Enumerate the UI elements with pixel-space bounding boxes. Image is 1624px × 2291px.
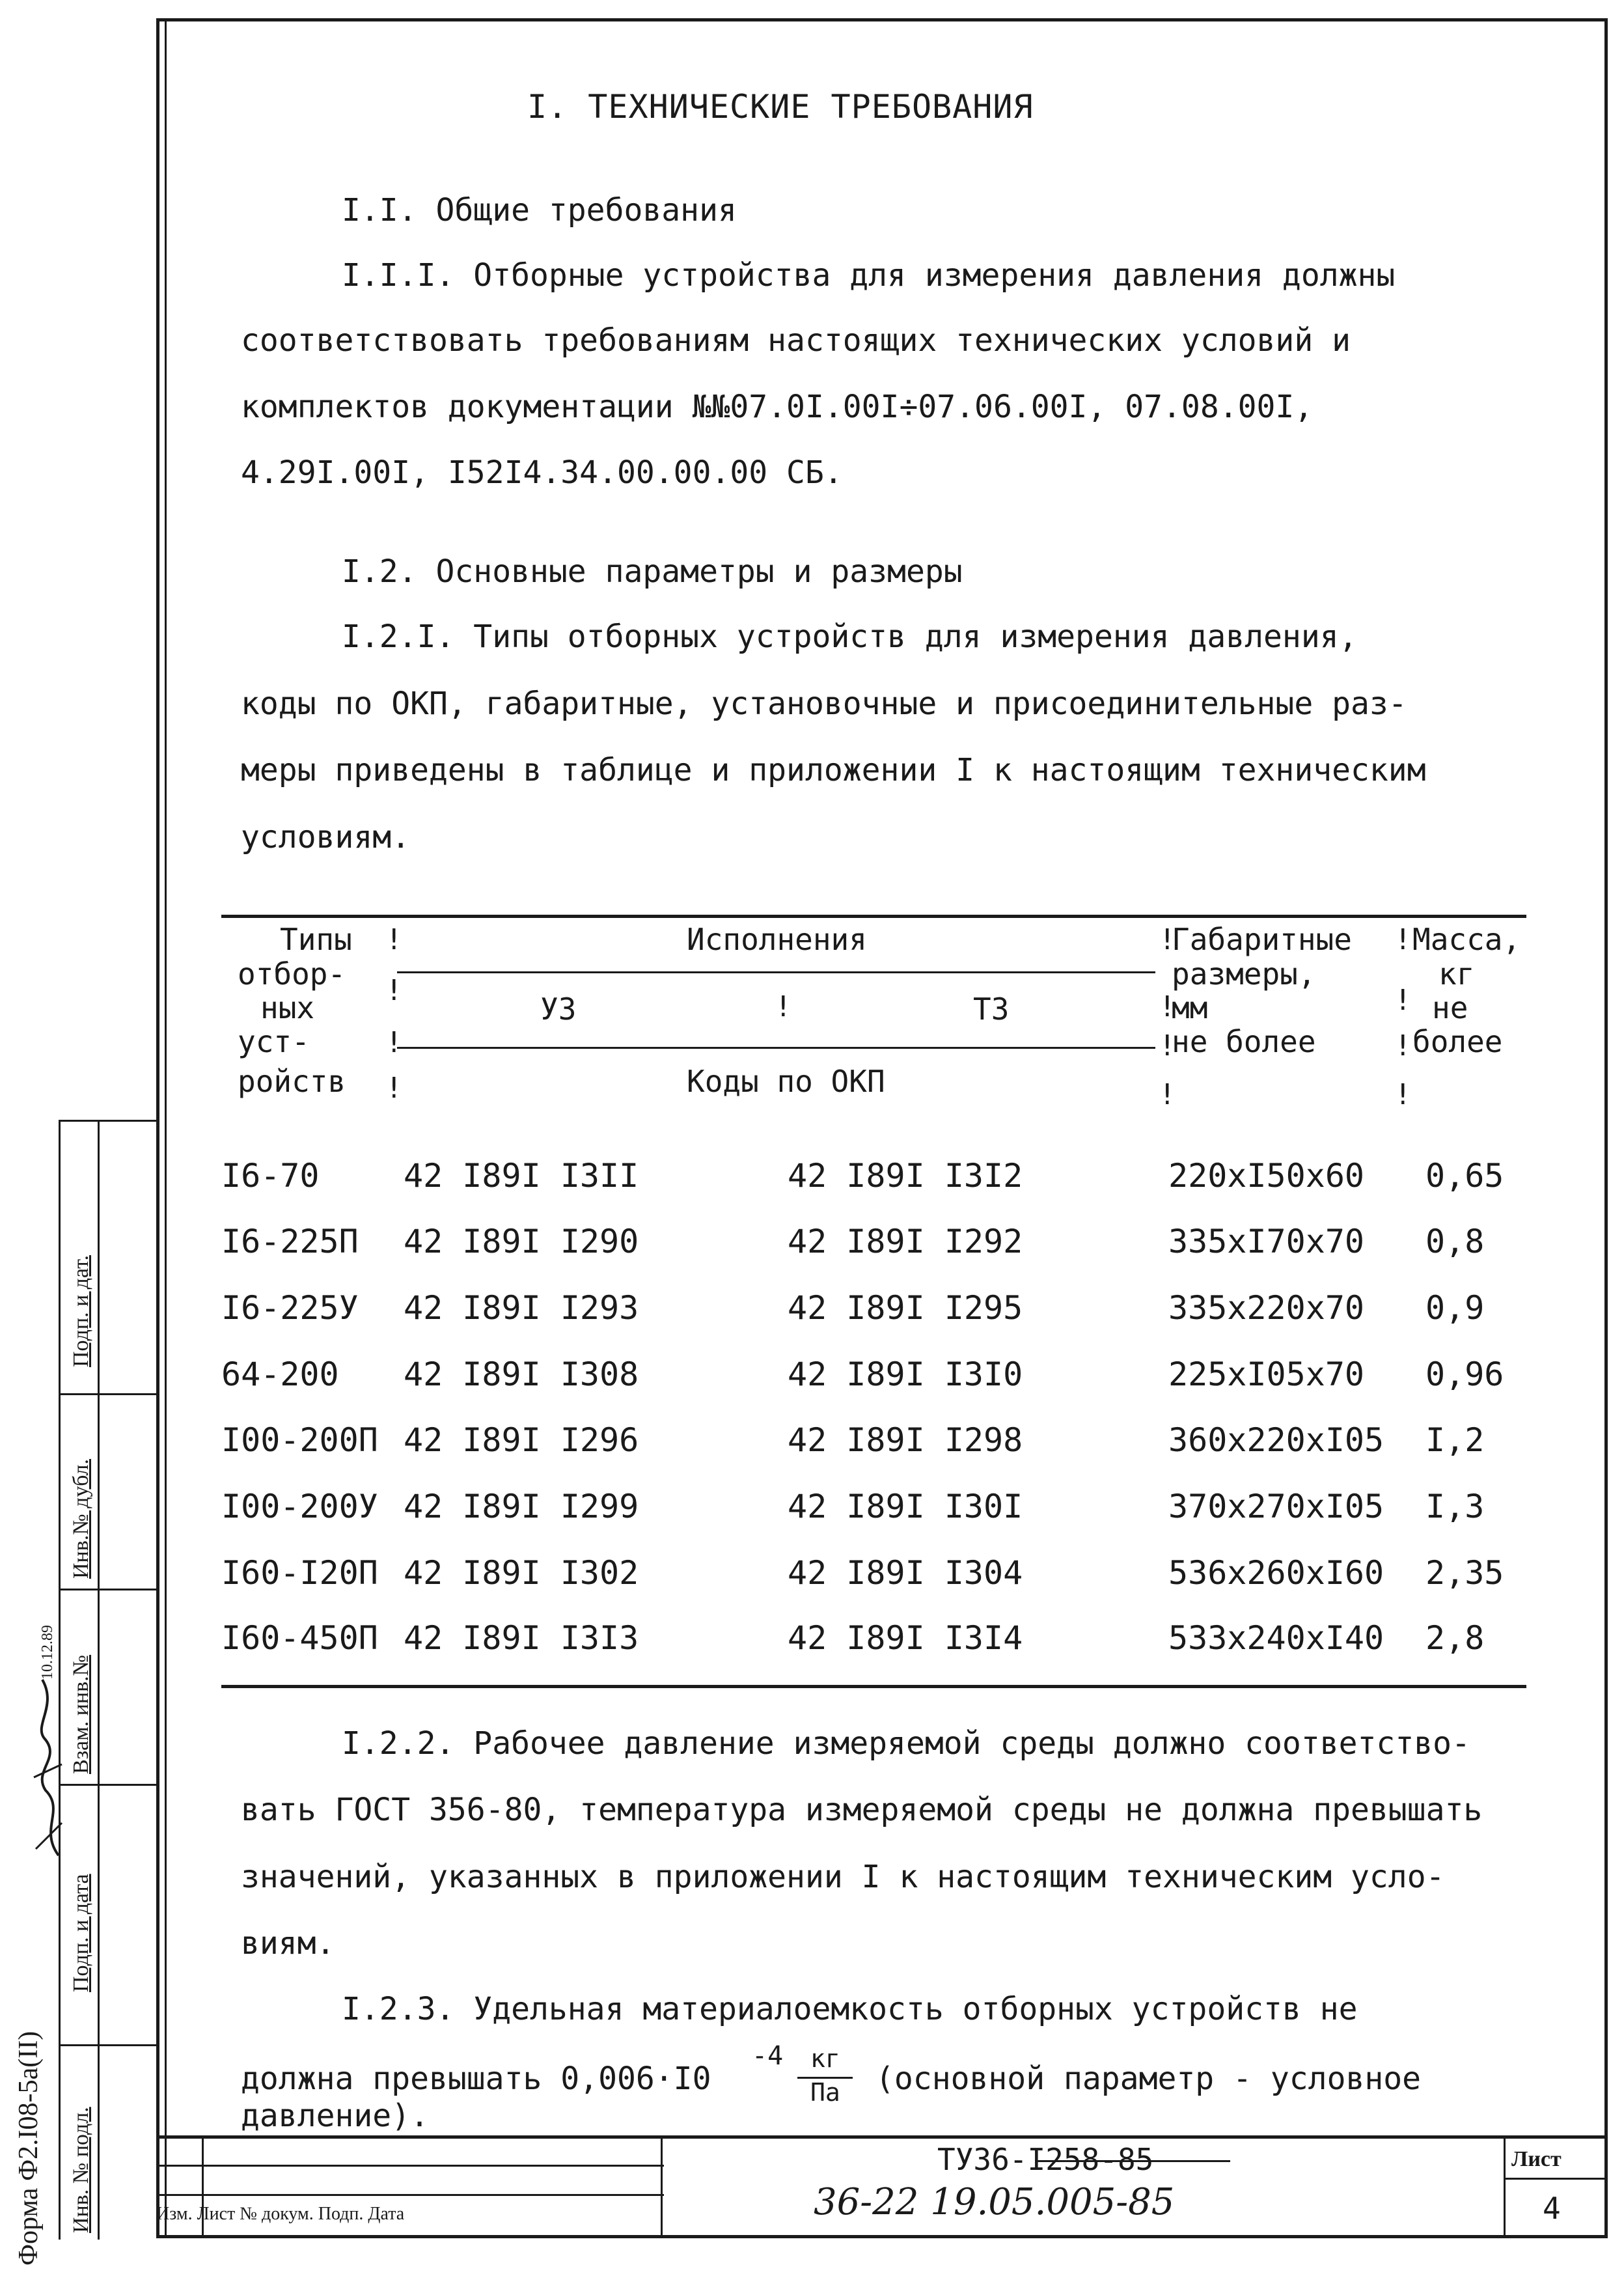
side-label-vzam-inv: Взам. инв.№ (69, 1654, 93, 1774)
column-separator: ! (1394, 1078, 1412, 1111)
stamp-line (156, 2165, 664, 2167)
cell-code-u3: 42 I89I I308 (404, 1355, 639, 1393)
column-separator: ! (1159, 1078, 1176, 1111)
paragraph-line: (основной параметр - условное (875, 2061, 1422, 2097)
cell-code-t3: 42 I89I I298 (788, 1421, 1023, 1459)
header-types: Типы (280, 922, 352, 957)
paragraph-line: I.I.I. Отборные устройства для измерения давления должны (342, 257, 1396, 294)
cell-type: I6-225У (221, 1289, 359, 1327)
column-separator: ! (1159, 923, 1176, 956)
header-dimensions: не более (1172, 1024, 1316, 1059)
cell-mass: 0,96 (1425, 1355, 1504, 1393)
header-u3: У3 (540, 992, 577, 1027)
side-stamp-line (98, 1120, 100, 2240)
cell-type: I60-I20П (221, 1554, 378, 1592)
stamp-line (156, 2135, 1608, 2139)
cell-dimensions: 225хI05х70 (1168, 1355, 1365, 1393)
cell-mass: 2,35 (1425, 1554, 1504, 1592)
cell-code-t3: 42 I89I I295 (788, 1289, 1023, 1327)
cell-code-t3: 42 I89I I292 (788, 1223, 1023, 1260)
cell-mass: 2,8 (1425, 1619, 1485, 1657)
stamp-columns-label: Изм. Лист № докум. Подп. Дата (156, 2204, 405, 2224)
column-separator: ! (385, 1026, 403, 1059)
side-stamp-line (59, 1120, 156, 1122)
cell-code-u3: 42 I89I I290 (404, 1223, 639, 1260)
cell-code-u3: 42 I89I I302 (404, 1554, 639, 1592)
side-label-podp-dat: Подп. и дат. (69, 1255, 93, 1367)
side-signature-date: 10.12.89 (39, 1625, 56, 1680)
form-number: Форма Ф2.I08-5а(II) (14, 2031, 44, 2266)
cell-type: I00-200У (221, 1488, 378, 1525)
cell-mass: 0,8 (1425, 1223, 1485, 1260)
cell-code-t3: 42 I89I I3I0 (788, 1355, 1023, 1393)
cell-type: I6-225П (221, 1223, 359, 1260)
header-mass: не (1432, 990, 1468, 1025)
cell-type: I60-450П (221, 1619, 378, 1657)
header-t3: Т3 (973, 992, 1010, 1027)
paragraph-line: виям. (241, 1925, 335, 1962)
document-code-old: ТУ36-I258-85 (937, 2142, 1154, 2177)
paragraph-line: условиям. (241, 819, 411, 855)
paragraph-line: I.2.3. Удельная материалоемкость отборных устройств не (342, 1991, 1358, 2027)
column-separator: ! (385, 1072, 403, 1105)
handwritten-signature (26, 1667, 72, 1862)
cell-code-u3: 42 I89I I296 (404, 1421, 639, 1459)
header-ispolneniya: Исполнения (687, 922, 867, 957)
cell-code-t3: 42 I89I I3I4 (788, 1619, 1023, 1657)
cell-mass: 0,9 (1425, 1289, 1485, 1327)
sheet-label: Лист (1511, 2147, 1562, 2171)
cell-mass: I,3 (1425, 1488, 1485, 1525)
paragraph-line: коды по ОКП, габаритные, установочные и присоединительные раз- (241, 686, 1407, 722)
exponent: -4 (752, 2041, 784, 2071)
subsection-heading-1-1: I.I. Общие требования (342, 192, 737, 229)
cell-code-t3: 42 I89I I30I (788, 1488, 1023, 1525)
cell-dimensions: 533х240хI40 (1168, 1619, 1384, 1657)
header-dimensions: размеры, (1172, 956, 1316, 992)
column-separator: ! (385, 923, 403, 956)
fraction-denominator: Па (810, 2078, 840, 2107)
subsection-heading-1-2: I.2. Основные параметры и размеры (342, 553, 963, 590)
column-separator: ! (1159, 1029, 1176, 1062)
cell-code-u3: 42 I89I I3I3 (404, 1619, 639, 1657)
column-separator: ! (775, 990, 792, 1023)
table-top-rule (221, 915, 1526, 918)
column-separator: ! (1394, 984, 1412, 1017)
header-mass: более (1412, 1024, 1503, 1059)
paragraph-line: значений, указанных в приложении I к настоящим техническим усло- (241, 1859, 1445, 1895)
cell-code-u3: 42 I89I I3II (404, 1157, 639, 1195)
table-bottom-rule (221, 1685, 1526, 1688)
cell-code-u3: 42 I89I I299 (404, 1488, 639, 1525)
header-types: уст- (238, 1024, 310, 1059)
paragraph-line: меры приведены в таблице и приложении I к настоящим техническим (241, 752, 1426, 788)
paragraph-line: должна превышать 0,006·I0 (241, 2061, 711, 2097)
paragraph-line: соответствовать требованиям настоящих технических условий и (241, 322, 1351, 359)
side-label-inv-dubl: Инв.№ дубл. (69, 1458, 93, 1579)
cell-dimensions: 335хI70х70 (1168, 1223, 1365, 1260)
paragraph-line: I.2.2. Рабочее давление измеряемой среды должно соответство- (342, 1725, 1470, 1762)
side-label-podp-data: Подп. и дата (69, 1874, 93, 1992)
cell-dimensions: 335х220х70 (1168, 1289, 1365, 1327)
strikethrough-line (1035, 2160, 1230, 2162)
paragraph-line: давление). (241, 2098, 429, 2134)
section-title: I. ТЕХНИЧЕСКИЕ ТРЕБОВАНИЯ (527, 88, 1034, 126)
cell-code-u3: 42 I89I I293 (404, 1289, 639, 1327)
side-label-inv-podl: Инв. № подл. (69, 2107, 93, 2233)
stamp-line (1504, 2178, 1608, 2180)
cell-code-t3: 42 I89I I304 (788, 1554, 1023, 1592)
column-separator: ! (385, 974, 403, 1007)
header-types: отбор- (238, 956, 346, 992)
header-types: ройств (238, 1064, 346, 1099)
document-code-new: 36-22 19.05.005-85 (814, 2181, 1175, 2223)
cell-mass: I,2 (1425, 1421, 1485, 1459)
side-stamp-line (59, 2044, 156, 2046)
cell-mass: 0,65 (1425, 1157, 1504, 1195)
column-separator: ! (1394, 1029, 1412, 1062)
header-dimensions: мм (1172, 990, 1208, 1025)
stamp-line (1504, 2135, 1506, 2238)
cell-dimensions: 370х270хI05 (1168, 1488, 1384, 1525)
header-rule (397, 1047, 1155, 1049)
paragraph-line: I.2.I. Типы отборных устройств для измерения давления, (342, 618, 1358, 655)
paragraph-line: вать ГОСТ 356-80, температура измеряемой среды не должна превышать (241, 1792, 1483, 1828)
cell-dimensions: 536х260хI60 (1168, 1554, 1384, 1592)
stamp-line (156, 2194, 664, 2196)
cell-type: 64-200 (221, 1355, 339, 1393)
side-stamp-line (59, 1393, 156, 1395)
cell-dimensions: 360х220хI05 (1168, 1421, 1384, 1459)
side-stamp-line (59, 1589, 156, 1590)
cell-type: I00-200П (221, 1421, 378, 1459)
paragraph-line: 4.29I.00I, I52I4.34.00.00.00 СБ. (241, 454, 843, 491)
cell-code-t3: 42 I89I I3I2 (788, 1157, 1023, 1195)
header-types: ных (260, 990, 315, 1025)
cell-dimensions: 220хI50х60 (1168, 1157, 1365, 1195)
header-codes: Коды по ОКП (687, 1064, 885, 1099)
stamp-line (661, 2135, 663, 2238)
paragraph-line: комплектов документации №№07.0I.00I÷07.06.00I, 07.08.00I, (241, 389, 1314, 425)
side-stamp-line (59, 1784, 156, 1786)
header-rule (397, 971, 1155, 973)
cell-type: I6-70 (221, 1157, 320, 1195)
page-frame-inner-line (165, 18, 167, 2238)
header-dimensions: Габаритные (1172, 922, 1352, 957)
header-mass: Масса, (1412, 922, 1521, 957)
header-mass: кг (1438, 956, 1475, 992)
column-separator: ! (1159, 990, 1176, 1023)
sheet-number: 4 (1543, 2191, 1561, 2226)
column-separator: ! (1394, 923, 1412, 956)
fraction-numerator: кг (810, 2044, 840, 2073)
